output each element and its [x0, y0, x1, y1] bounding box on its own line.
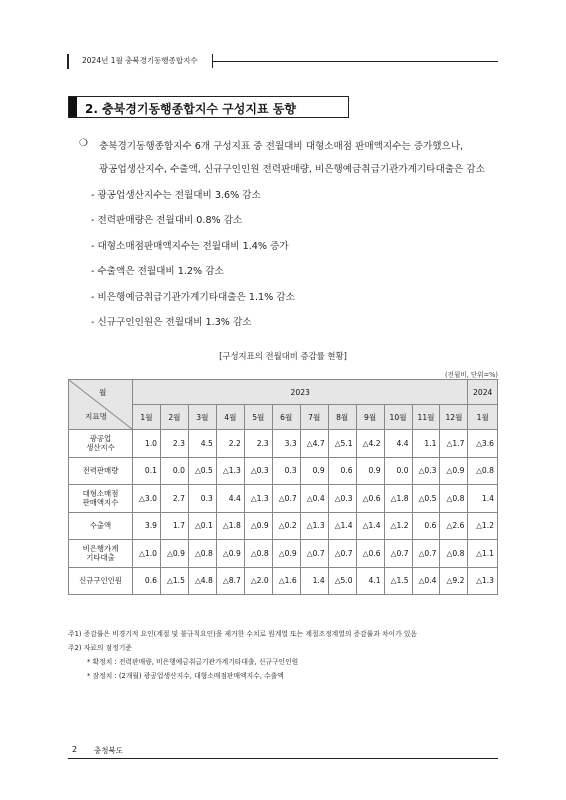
corner-indicator-label: 지표명 — [85, 412, 108, 421]
month-header: 6월 — [272, 405, 300, 430]
value-cell: △0.7 — [384, 540, 412, 568]
value-cell: 4.1 — [356, 567, 384, 595]
month-header: 3월 — [188, 405, 216, 430]
list-item: - 비은행예금취급기관가계기타대출은 1.1% 감소 — [91, 292, 295, 303]
summary-line-1: 충북경기동행종합지수 6개 구성지표 중 전월대비 대형소매점 판매액지수는 증가했으나, — [99, 141, 464, 152]
value-cell: △0.5 — [412, 485, 440, 513]
list-item: - 전력판매량은 전월대비 0.8% 감소 — [91, 215, 243, 226]
value-cell: △0.7 — [412, 540, 440, 568]
indicator-name-line: 광공업 — [89, 434, 112, 444]
value-cell: △0.3 — [244, 457, 272, 485]
list-item: - 광공업생산지수는 전월대비 3.6% 감소 — [91, 190, 261, 201]
value-cell: △5.0 — [328, 567, 356, 595]
value-cell: △1.3 — [300, 512, 328, 540]
year-header: 2023 — [133, 380, 468, 405]
value-cell: 0.3 — [272, 457, 300, 485]
value-cell: △2.6 — [440, 512, 468, 540]
note-3: * 확정치 : 전력판매량, 비은행예금취급기관가계기타대출, 신규구인인원 — [87, 658, 299, 666]
indicator-name — [69, 485, 133, 513]
indicator-name-line: 전력판매량 — [82, 466, 119, 476]
month-header: 5월 — [244, 405, 272, 430]
header-bar — [67, 54, 69, 69]
value-cell: △0.4 — [300, 485, 328, 513]
indicator-name-line: 대형소매점 — [82, 489, 119, 499]
corner-month-label: 월 — [99, 388, 107, 397]
value-cell: 0.1 — [133, 457, 161, 485]
month-header: 8월 — [328, 405, 356, 430]
indicator-table — [68, 379, 498, 595]
indicator-name — [69, 512, 133, 540]
month-header: 12월 — [440, 405, 468, 430]
note-2: 주2) 자료의 점정기준 — [68, 644, 132, 652]
indicator-name — [69, 567, 133, 595]
value-cell: △0.9 — [160, 540, 188, 568]
value-cell: △5.1 — [328, 430, 356, 458]
value-cell: 0.3 — [188, 485, 216, 513]
table-title: [구성지표의 전월대비 증감률 현황] — [219, 351, 347, 361]
value-cell: △2.0 — [244, 567, 272, 595]
value-cell: △1.4 — [356, 512, 384, 540]
indicator-name-line: 기타대출 — [86, 553, 115, 563]
section-marker — [69, 97, 77, 117]
value-cell: △0.8 — [440, 540, 468, 568]
table-unit: (전월비, 단위=%) — [445, 371, 498, 379]
value-cell: 3.3 — [272, 430, 300, 458]
value-cell: 0.0 — [384, 457, 412, 485]
value-cell: 2.2 — [216, 430, 244, 458]
indicator-name-line: 비은행가계 — [82, 544, 119, 554]
value-cell: △0.1 — [188, 512, 216, 540]
value-cell: 0.6 — [412, 512, 440, 540]
value-cell: △0.9 — [244, 512, 272, 540]
indicator-name-line: 수출액 — [89, 521, 112, 531]
list-item: - 신규구인인원은 전월대비 1.3% 감소 — [91, 317, 252, 328]
value-cell: △3.6 — [468, 430, 498, 458]
table-row — [69, 540, 498, 568]
note-1: 주1) 증감률은 비경기적 요인(계절 및 불규칙요인)을 제거한 수치로 원계열 또는 계절조정계열의 증감률과 차이가 있음 — [68, 630, 417, 638]
value-cell: △0.7 — [272, 485, 300, 513]
value-cell: △1.1 — [468, 540, 498, 568]
indicator-name-line: 판매액지수 — [82, 498, 119, 508]
section-title: 2. 충북경기동행종합지수 구성지표 동향 — [85, 102, 296, 116]
value-cell: △0.9 — [272, 540, 300, 568]
value-cell: 1.4 — [300, 567, 328, 595]
value-cell: △0.8 — [440, 485, 468, 513]
value-cell: △1.8 — [384, 485, 412, 513]
value-cell: △0.3 — [412, 457, 440, 485]
value-cell: 0.9 — [300, 457, 328, 485]
summary-line-2: 광공업생산지수, 수출액, 신규구인인원 전력판매량, 비은행예금취급기관가계기타대출은 감소 — [99, 164, 485, 175]
footer-rule — [68, 758, 498, 759]
value-cell: △1.0 — [133, 540, 161, 568]
value-cell: △1.3 — [244, 485, 272, 513]
value-cell: △0.2 — [272, 512, 300, 540]
value-cell: △4.8 — [188, 567, 216, 595]
table-row — [69, 512, 498, 540]
list-item: - 대형소매점판매액지수는 전월대비 1.4% 증가 — [91, 241, 289, 252]
table-row — [69, 430, 498, 458]
month-header: 1월 — [133, 405, 161, 430]
indicator-name-line: 신규구인인원 — [79, 576, 122, 586]
value-cell: △0.7 — [300, 540, 328, 568]
value-cell: 4.5 — [188, 430, 216, 458]
table-row — [69, 457, 498, 485]
value-cell: △0.3 — [328, 485, 356, 513]
value-cell: △1.2 — [384, 512, 412, 540]
value-cell: 1.0 — [133, 430, 161, 458]
value-cell: △1.4 — [328, 512, 356, 540]
value-cell: 1.1 — [412, 430, 440, 458]
table-year-row — [69, 380, 498, 405]
value-cell: △0.5 — [188, 457, 216, 485]
value-cell: 3.9 — [133, 512, 161, 540]
note-4: * 잠정치 : (2개월) 광공업생산지수, 대형소매점판매액지수, 수출액 — [87, 672, 284, 680]
value-cell: △9.2 — [440, 567, 468, 595]
month-header: 2월 — [160, 405, 188, 430]
value-cell: 2.7 — [160, 485, 188, 513]
table-corner-cell — [69, 380, 133, 430]
value-cell: △4.7 — [300, 430, 328, 458]
value-cell: △1.7 — [440, 430, 468, 458]
value-cell: 0.6 — [133, 567, 161, 595]
value-cell: △1.5 — [384, 567, 412, 595]
month-header: 9월 — [356, 405, 384, 430]
indicator-name — [69, 457, 133, 485]
circle-bullet-icon: ❍ — [79, 138, 88, 149]
month-header: 11월 — [412, 405, 440, 430]
month-header: 10월 — [384, 405, 412, 430]
value-cell: △0.7 — [328, 540, 356, 568]
value-cell: 2.3 — [244, 430, 272, 458]
month-header: 7월 — [300, 405, 328, 430]
value-cell: △0.8 — [468, 457, 498, 485]
list-item: - 수출액은 전월대비 1.2% 감소 — [91, 266, 224, 277]
footer-org: 충청북도 — [94, 746, 123, 755]
value-cell: 1.4 — [468, 485, 498, 513]
table-month-row — [69, 405, 498, 430]
header-rule — [212, 61, 498, 62]
value-cell: △0.8 — [188, 540, 216, 568]
indicator-name — [69, 540, 133, 568]
value-cell: 0.9 — [356, 457, 384, 485]
value-cell: △0.4 — [412, 567, 440, 595]
section-heading — [68, 96, 349, 118]
month-header: 4월 — [216, 405, 244, 430]
value-cell: 0.0 — [160, 457, 188, 485]
value-cell: △1.3 — [216, 457, 244, 485]
indicator-name-line: 생산지수 — [86, 443, 115, 453]
value-cell: △3.0 — [133, 485, 161, 513]
value-cell: △1.5 — [160, 567, 188, 595]
value-cell: △1.8 — [216, 512, 244, 540]
header-title: 2024년 1월 충북경기동행종합지수 — [82, 56, 198, 65]
value-cell: △0.8 — [244, 540, 272, 568]
year-header: 2024 — [468, 380, 498, 405]
value-cell: 2.3 — [160, 430, 188, 458]
value-cell: △8.7 — [216, 567, 244, 595]
value-cell: △1.6 — [272, 567, 300, 595]
value-cell: △4.2 — [356, 430, 384, 458]
value-cell: 4.4 — [216, 485, 244, 513]
indicator-name — [69, 430, 133, 458]
month-header: 1월 — [468, 405, 498, 430]
value-cell: 4.4 — [384, 430, 412, 458]
value-cell: △0.6 — [356, 540, 384, 568]
page-number: 2 — [72, 745, 78, 754]
value-cell: △0.9 — [216, 540, 244, 568]
value-cell: △1.3 — [468, 567, 498, 595]
value-cell: △0.9 — [440, 457, 468, 485]
table-row — [69, 485, 498, 513]
value-cell: 0.6 — [328, 457, 356, 485]
value-cell: △0.6 — [356, 485, 384, 513]
value-cell: 1.7 — [160, 512, 188, 540]
value-cell: △1.2 — [468, 512, 498, 540]
table-row — [69, 567, 498, 595]
